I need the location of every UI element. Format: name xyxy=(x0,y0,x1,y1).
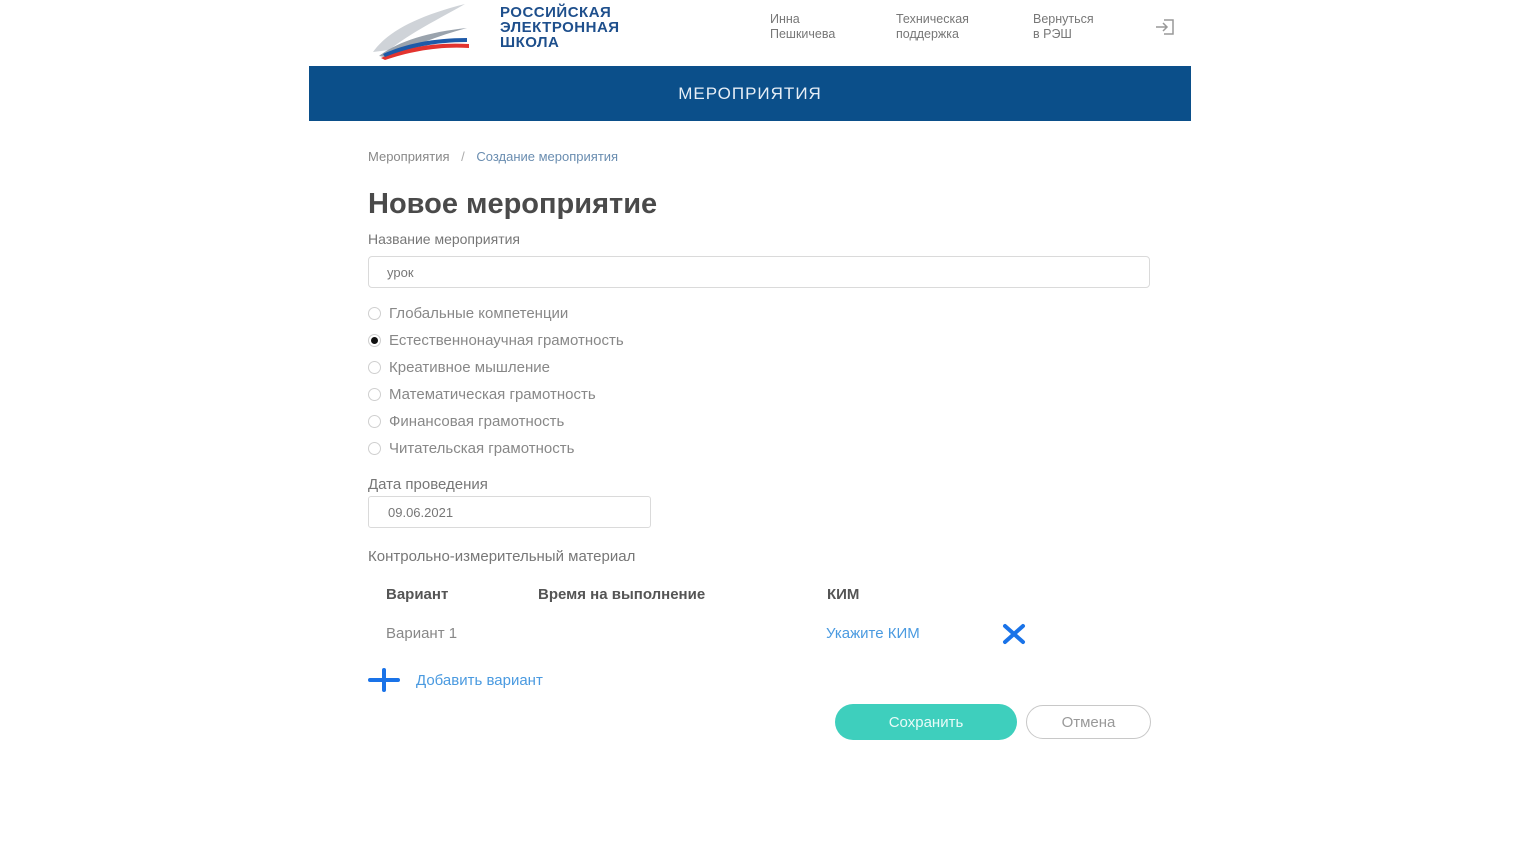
back-to-resh-link[interactable]: Вернуться в РЭШ xyxy=(1033,12,1094,41)
table-header-time: Время на выполнение xyxy=(538,586,706,603)
radio-button[interactable] xyxy=(368,415,381,428)
logo-icon xyxy=(367,2,471,60)
logo-line: ЭЛЕКТРОННАЯ xyxy=(500,19,620,36)
table-cell-variant: Вариант 1 xyxy=(386,625,458,642)
logout-icon[interactable] xyxy=(1154,18,1176,36)
radio-label: Читательская грамотность xyxy=(389,440,575,457)
radio-label: Финансовая грамотность xyxy=(389,413,565,430)
radio-label: Математическая грамотность xyxy=(389,386,596,403)
section-title-bar xyxy=(309,66,1191,121)
breadcrumb-current: Создание мероприятия xyxy=(476,149,619,164)
section-title: МЕРОПРИЯТИЯ xyxy=(678,83,822,103)
add-variant-button[interactable] xyxy=(368,668,543,692)
kim-section-label: Контрольно-измерительный материал xyxy=(368,548,636,565)
event-date-label: Дата проведения xyxy=(368,476,488,493)
table-header-kim: КИМ xyxy=(827,586,860,603)
competency-radio-item[interactable] xyxy=(368,327,624,354)
remove-variant-icon[interactable] xyxy=(1001,623,1027,645)
competency-radio-item[interactable] xyxy=(368,381,624,408)
competency-radio-group xyxy=(368,300,624,462)
breadcrumb xyxy=(368,149,618,164)
user-name-link[interactable]: Инна Пешкичева xyxy=(770,12,836,41)
radio-button[interactable] xyxy=(368,388,381,401)
radio-button[interactable] xyxy=(368,307,381,320)
logo-text xyxy=(500,5,620,50)
table-header-variant: Вариант xyxy=(386,586,449,603)
header xyxy=(309,0,1191,66)
event-name-input[interactable] xyxy=(368,256,1150,288)
radio-button[interactable] xyxy=(368,442,381,455)
event-name-label: Название мероприятия xyxy=(368,231,521,247)
page-title: Новое мероприятие xyxy=(368,188,658,220)
specify-kim-link[interactable]: Укажите КИМ xyxy=(826,625,920,642)
radio-button[interactable] xyxy=(368,361,381,374)
radio-button[interactable] xyxy=(368,334,381,347)
breadcrumb-separator: / xyxy=(461,149,465,164)
event-date-input[interactable] xyxy=(368,496,651,528)
cancel-button[interactable]: Отмена xyxy=(1026,705,1151,739)
save-button[interactable]: Сохранить xyxy=(835,704,1017,740)
competency-radio-item[interactable] xyxy=(368,435,624,462)
logo-line: ШКОЛА xyxy=(500,34,560,51)
competency-radio-item[interactable] xyxy=(368,300,624,327)
competency-radio-item[interactable] xyxy=(368,408,624,435)
tech-support-link[interactable]: Техническая поддержка xyxy=(896,12,969,41)
app-window xyxy=(309,0,1191,750)
add-variant-label: Добавить вариант xyxy=(416,671,543,689)
plus-icon xyxy=(368,668,400,692)
radio-label: Глобальные компетенции xyxy=(389,305,569,322)
radio-label: Креативное мышление xyxy=(389,359,551,376)
radio-label: Естественнонаучная грамотность xyxy=(389,332,624,349)
competency-radio-item[interactable] xyxy=(368,354,624,381)
breadcrumb-root-link[interactable]: Мероприятия xyxy=(368,149,450,164)
logo-line: РОССИЙСКАЯ xyxy=(500,4,612,21)
